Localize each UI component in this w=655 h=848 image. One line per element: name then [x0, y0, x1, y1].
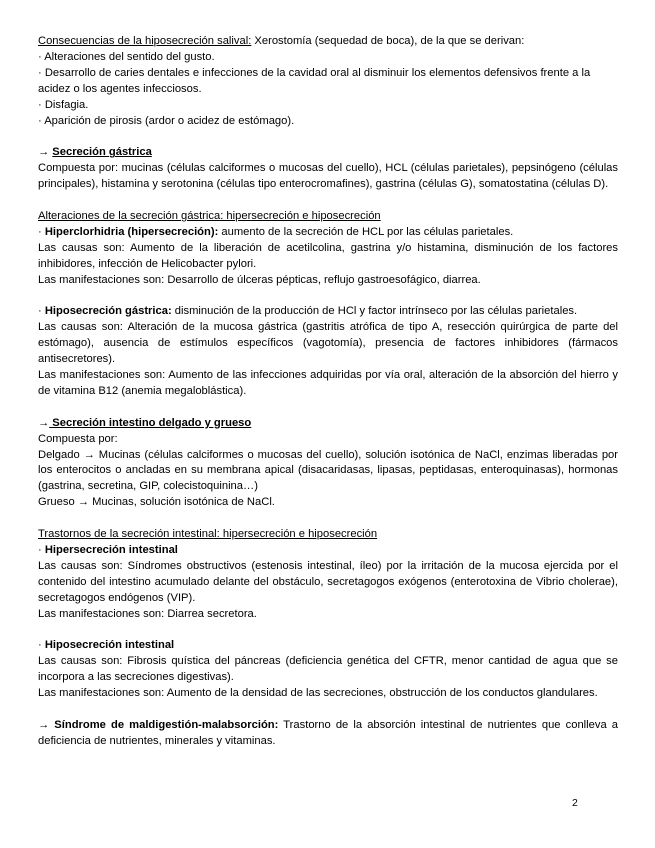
trastornos-heading: Trastornos de la secreción intestinal: hipersecreción e hiposecreción — [38, 528, 378, 541]
bullet: · — [38, 305, 45, 318]
intestino-grueso: Grueso → Mucinas, solución isotónica de NaCl. — [38, 496, 275, 509]
hiperclorhidria-causes: Las causas son: Aumento de la liberación de acetilcolina, gastrina y/o histamina, disminución de los factores inhibidores, infección de Helicobacter pylori. — [38, 241, 618, 270]
hiperclorhidria-line — [38, 225, 618, 241]
hiperclorhidria-title: Hiperclorhidria (hipersecreción): — [44, 225, 219, 238]
hiposecrecion-gastrica-causes: Las causas son: Alteración de la mucosa gástrica (gastritis atrófica de tipo A, resección quirúrgica de parte del estómago), ausencia de estímulos específicos (vagotomía), presencia de factores inhibidores (fármacos antisecretores). — [38, 321, 618, 366]
gastrica-heading-line — [38, 145, 618, 161]
salival-heading-rest: Xerostomía (sequedad de boca), de la que se derivan: — [251, 35, 525, 47]
salival-heading: Consecuencias de la hiposecreción salival: — [38, 35, 252, 47]
salival-heading-line — [38, 34, 618, 50]
hiposecrecion-intestinal-manifestations: Las manifestaciones son: Aumento de la densidad de las secreciones, obstrucción de los conductos glandulares. — [38, 687, 598, 700]
gastrica-body: Compuesta por: mucinas (células calciformes o mucosas del cuello), HCL (células parietales), pepsinógeno (células principales), histamina y serotonina (células tipo enterocromafines), gastrina (células G), somatostatina (células D). — [38, 162, 618, 191]
bullet: · — [38, 225, 45, 238]
salival-item: · Alteraciones del sentido del gusto. — [38, 50, 215, 63]
arrow-icon: → — [38, 146, 53, 159]
intestino-delgado: Delgado → Mucinas (células calciformes o mucosas del cuello), solución isotónica de NaCl, enzimas liberadas por los enterocitos o ancladas en su membrana apical (disacaridasas, lipasas, peptidasas, enteroquinasas), hormonas (gastrina, secretina, GIP, colecistoquinina…) — [38, 448, 618, 493]
gastrica-heading: Secreción gástrica — [52, 146, 152, 159]
page-number: 2 — [572, 797, 578, 809]
salival-item: · Disfagia. — [38, 98, 89, 111]
maldigestion-body: Trastorno de la absorción intestinal de nutrientes que conlleva a deficiencia de nutrientes, minerales y vitaminas. — [38, 718, 618, 747]
maldigestion-title: → Síndrome de maldigestión-malabsorción: — [38, 718, 279, 731]
hiposecrecion-gastrica-definition: disminución de la producción de HCl y factor intrínseco por las células parietales. — [171, 305, 578, 318]
intestino-heading: Secreción intestino delgado y grueso — [49, 416, 252, 429]
hiposecrecion-intestinal-causes: Las causas son: Fibrosis quística del páncreas (deficiencia genética del CFTR, menor cantidad de agua que se incorpora a las secreciones digestivas). — [38, 655, 618, 684]
section-secrecion-gastrica — [38, 145, 618, 193]
arrow-icon: → — [38, 416, 50, 429]
bullet: · — [38, 639, 45, 652]
section-salival — [38, 34, 618, 129]
intestino-intro: Compuesta por: — [38, 432, 118, 445]
hiposecrecion-gastrica-manifestations: Las manifestaciones son: Aumento de las infecciones adquiridas por vía oral, alteración de la absorción del hierro y de vitamina B12 (anemia megaloblástica). — [38, 368, 618, 397]
hiperclorhidria-manifestations: Las manifestaciones son: Desarrollo de úlceras pépticas, reflujo gastroesofágico, diarrea. — [38, 273, 481, 286]
hipersecrecion-intestinal-manifestations: Las manifestaciones son: Diarrea secretora. — [38, 607, 257, 620]
bullet: · — [38, 543, 45, 556]
section-intestino — [38, 416, 618, 511]
salival-item: · Desarrollo de caries dentales e infecciones de la cavidad oral al disminuir los elementos defensivos frente a la acidez o los agentes infecciosos. — [38, 66, 591, 95]
hipersecrecion-intestinal-causes: Las causas son: Síndromes obstructivos (estenosis intestinal, íleo) por la irritación de la mucosa ejercida por el contenido del intestino acumulado delante del obstáculo, secretagogos exógenos (enterotoxina de Vibrio cholerae), secretagogos endógenos (VIP). — [38, 559, 618, 604]
hipersecrecion-intestinal-title: Hipersecreción intestinal — [44, 543, 178, 556]
section-alteraciones-gastrica — [38, 209, 618, 400]
salival-item: · Aparición de pirosis (ardor o acidez de estómago). — [38, 114, 295, 127]
hiposecrecion-gastrica-title: Hiposecreción gástrica: — [44, 305, 172, 318]
hiposecrecion-intestinal-title: Hiposecreción intestinal — [44, 639, 175, 652]
document-page — [38, 34, 618, 750]
section-maldigestion — [38, 718, 618, 750]
section-trastornos-intestinal — [38, 527, 618, 702]
hiposecrecion-gastrica-line — [38, 304, 618, 320]
hiperclorhidria-definition: aumento de la secreción de HCL por las células parietales. — [218, 225, 514, 238]
hiposecrecion-intestinal-line — [38, 638, 618, 654]
maldigestion-paragraph — [38, 718, 618, 750]
intestino-heading-line — [38, 416, 618, 432]
hipersecrecion-intestinal-line — [38, 543, 618, 559]
alteraciones-heading: Alteraciones de la secreción gástrica: hipersecreción e hiposecreción — [38, 209, 381, 222]
